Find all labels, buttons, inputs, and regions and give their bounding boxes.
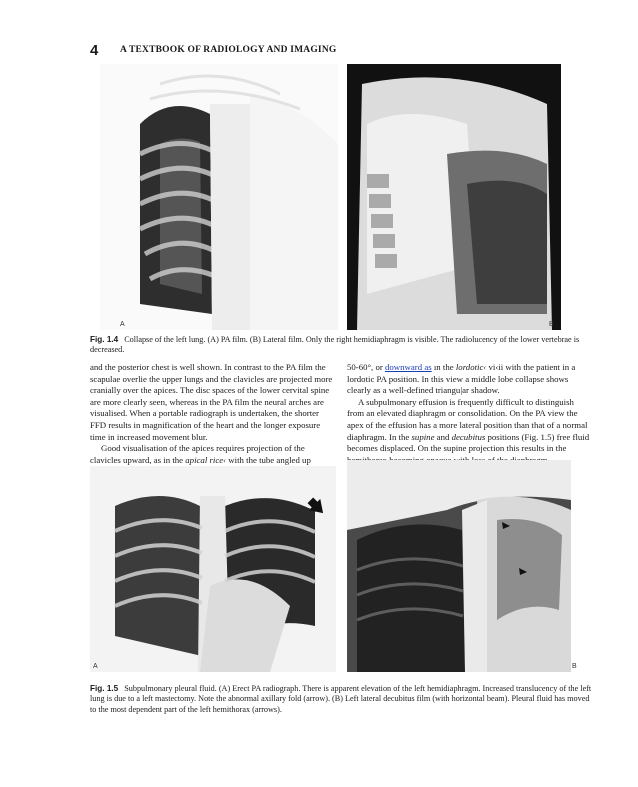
left-paragraph-2: Good visualisation of the apices requires projection of the clavicles upward, as in the apical rice‹ with the tube angled up	[90, 443, 311, 465]
left-text-column	[90, 362, 336, 466]
erect-pa-radiograph-image	[90, 466, 336, 672]
figure-1-4-panel-b-label: B	[549, 321, 554, 328]
figure-1-4-panel-a-label: A	[120, 321, 125, 328]
right-paragraph-1: 50-60°, or downward as ın the lordotic‹ vi‹ii with the patient in a lordotic PA position. In this view a middle lobe collapse shows clearly as a well-defined triangu|ar shadow.	[347, 362, 576, 396]
downward-link[interactable]: downward as	[384, 362, 432, 372]
figure-1-5-panel-b-radiograph	[347, 460, 571, 672]
page-number: 4	[90, 42, 99, 59]
figure-1-4-caption	[90, 335, 594, 356]
figure-1-4-number: Fig. 1.4	[90, 335, 119, 344]
right-text-column	[347, 362, 593, 466]
figure-1-5-number: Fig. 1.5	[90, 684, 119, 693]
right-paragraph-2: A subpulmonary effusion is frequently difficult to distinguish from an elevated diaphragm or consolidation. On the PA view the apex of the effusion has a more lateral position than that of a normal diaphragm. In the supine and decubitus positions (Fig. 1.5) free fluid becomes displaced. On the supine projection this results in the	[347, 396, 590, 454]
decubitus-radiograph-image	[347, 460, 571, 672]
figure-1-4-caption-text: Collapse of the left lung. (A) PA film. (B) Lateral film. Only the right hemidiaphragm is visible. The radiolucency of the lower vertebrae is decreased.	[90, 335, 580, 355]
figure-1-5-panel-b-label: B	[572, 663, 577, 670]
figure-1-4-panel-a-radiograph	[100, 64, 338, 330]
running-title: A TEXTBOOK OF RADIOLOGY AND IMAGING	[120, 45, 337, 55]
figure-1-5-caption-text: Subpulmonary pleural fluid. (A) Erect PA radiograph. There is apparent elevation of the left hemidiaphragm. Increased translucency of the left lung is due to a left mastectomy. Note the abnormal axillary fold (arrow). (B) Left lateral decubitus film (with horizontal beam). Pleural fluid has moved to the most dependent part of the left hemithorax (arrows).	[90, 684, 592, 714]
figure-1-5-panel-a-radiograph	[90, 466, 336, 672]
pa-chest-radiograph-image	[100, 64, 338, 330]
figure-1-5-panel-a-label: A	[93, 663, 98, 670]
figure-1-4-panel-b-radiograph	[347, 64, 561, 330]
left-paragraph-1: and the posterior chest is well shown. In contrast to the PA film the scapulae overlie the upper lungs and the clavicles are projected more cranially over the apices. The disc spaces of the lower cervital spine are more clearly seen, whereas in the PA film the neural arches are visualised. When a portable radiograph is undertaken, the shorter FFD results in magnification of the heart and the longer exposure time in increased movement blur.	[90, 362, 333, 442]
lateral-chest-radiograph-image	[347, 64, 561, 330]
figure-1-5-caption	[90, 684, 594, 715]
